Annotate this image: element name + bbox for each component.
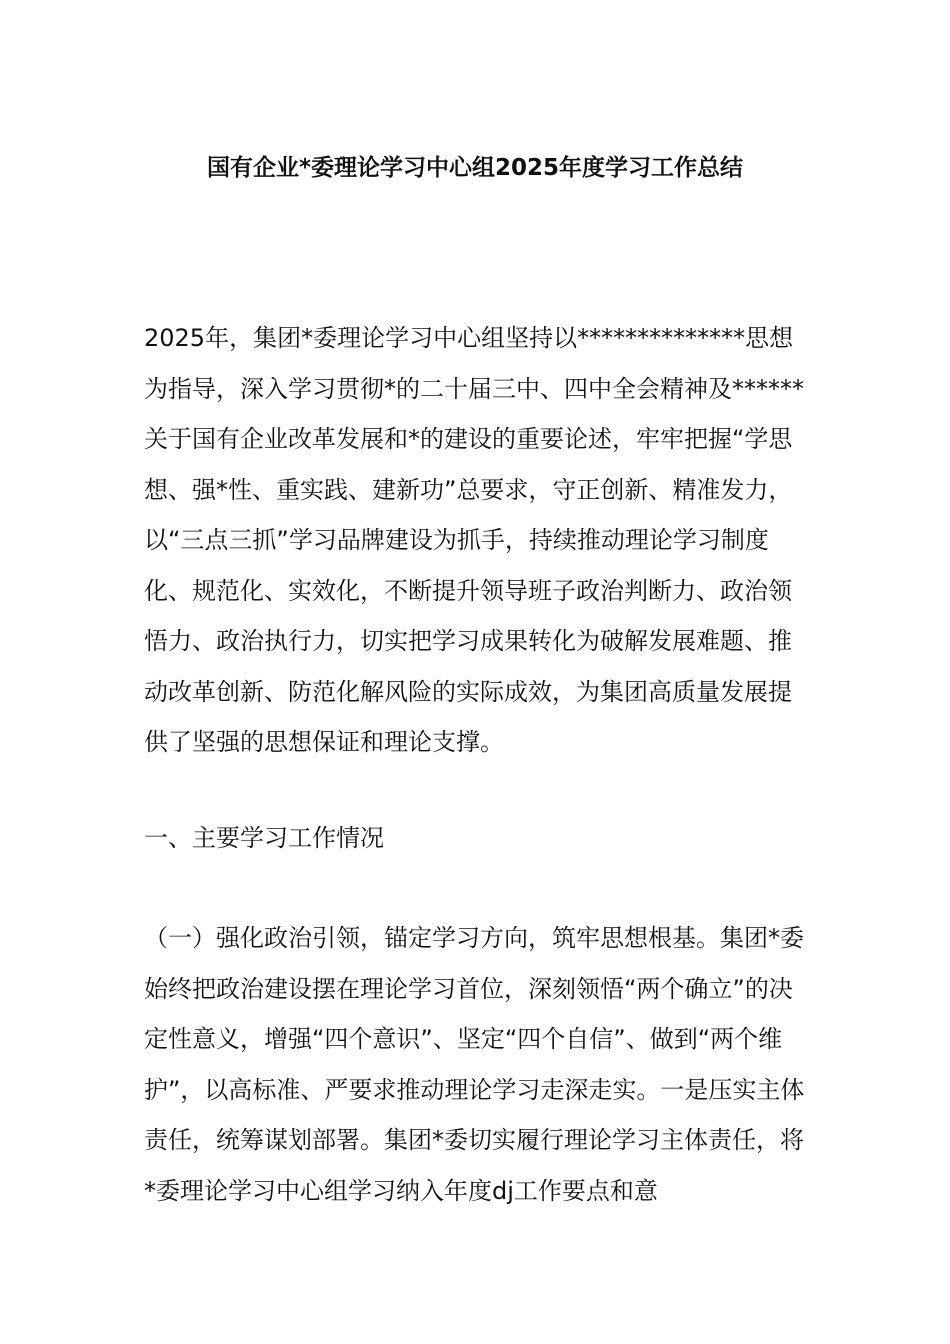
section-heading: 一、主要学习工作情况	[144, 824, 384, 852]
intro-paragraph: 2025年，集团*委理论学习中心组坚持以**************思想为指导，深入学习贯彻*的二十届三中、四中全会精神及******关于国有企业改革发展和*的建设的重要论述，牢牢把握“学思想、强*性、重实践、建新功”总要求，守正创新、精准发力，以“三点三抓”学习品牌建设为抓手，持续推动理论学习制度化、规范化、实效化，不断提升领导班子政治判断力、政治领悟力、政治执行力，切实把学习成果转化为破解发展难题、推动改革创新、防范化解风险的实际成效，为集团高质量发展提供了坚强的思想保证和理论支撑。	[144, 324, 804, 756]
section-paragraph: （一）强化政治引领，锚定学习方向，筑牢思想根基。集团*委始终把政治建设摆在理论学习首位，深刻领悟“两个确立”的决定性意义，增强“四个意识”、坚定“四个自信”、做到“两个维护”，以高标准、严要求推动理论学习走深走实。一是压实主体责任，统筹谋划部署。集团*委切实履行理论学习主体责任，将*委理论学习中心组学习纳入年度dj工作要点和意	[144, 924, 805, 1205]
document-title: 国有企业*委理论学习中心组2025年度学习工作总结	[206, 155, 744, 181]
